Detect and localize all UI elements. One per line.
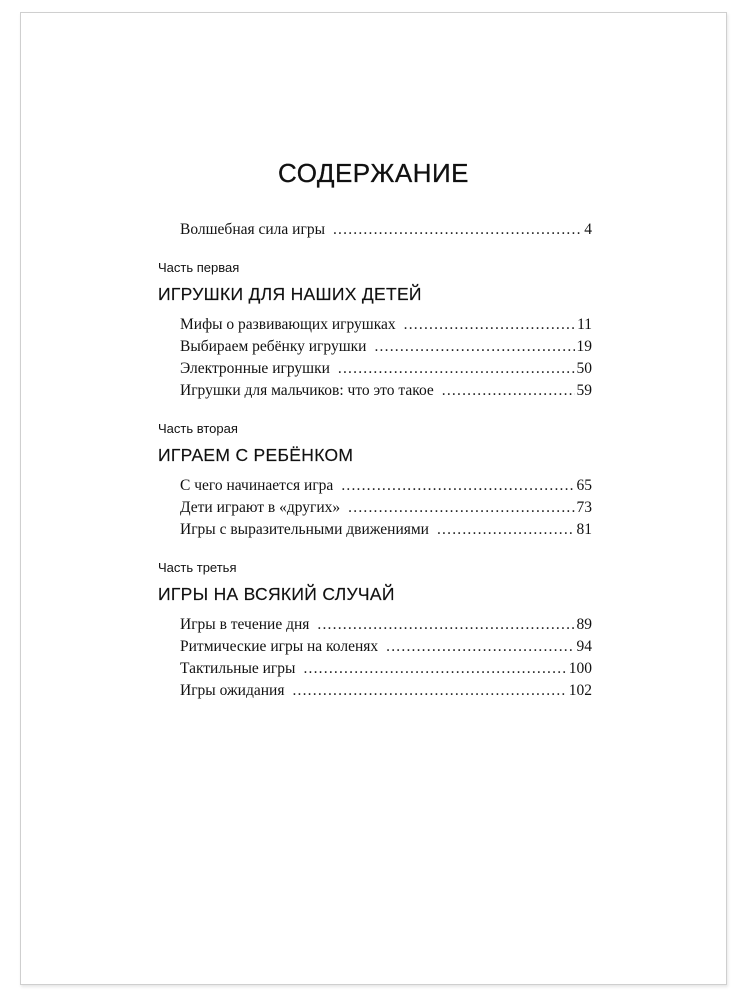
page-title: СОДЕРЖАНИЕ — [277, 158, 469, 188]
dot-leader — [341, 477, 574, 495]
table-of-contents — [158, 221, 592, 704]
dot-leader — [386, 638, 574, 656]
dot-leader — [292, 682, 566, 700]
toc-entry[interactable] — [180, 382, 592, 404]
toc-entry-label: Дети играют в «других» — [180, 499, 341, 516]
toc-entry-label: Ритмические игры на коленях — [180, 638, 379, 655]
toc-entry-page: 65 — [576, 477, 592, 494]
part-label-3: Часть третья — [158, 560, 237, 575]
dot-leader — [374, 338, 574, 356]
toc-entry-label: Электронные игрушки — [180, 360, 330, 377]
dot-leader — [442, 382, 575, 400]
part-title-3: ИГРЫ НА ВСЯКИЙ СЛУЧАЙ — [158, 584, 395, 604]
toc-entry[interactable] — [180, 660, 592, 682]
book-page — [20, 12, 727, 985]
toc-entry[interactable] — [180, 499, 592, 521]
toc-entry-label: Волшебная сила игры — [180, 221, 325, 238]
toc-entry[interactable] — [180, 638, 592, 660]
toc-entry-page: 19 — [576, 338, 592, 355]
dot-leader — [348, 499, 574, 517]
dot-leader — [333, 221, 582, 239]
part-title-2: ИГРАЕМ С РЕБЁНКОМ — [158, 445, 354, 465]
toc-entry-label: Игры с выразительными движениями — [180, 521, 429, 538]
toc-entry-label: Выбираем ребёнку игрушки — [180, 338, 367, 355]
toc-entry-page: 94 — [576, 638, 592, 655]
toc-entry[interactable] — [180, 477, 592, 499]
toc-entry[interactable] — [180, 521, 592, 543]
toc-entry-page: 100 — [568, 660, 592, 677]
part-label-2: Часть вторая — [158, 421, 238, 436]
toc-entry-label: Игры в течение дня — [180, 616, 310, 633]
toc-entry-label: Игры ожидания — [180, 682, 285, 699]
dot-leader — [404, 316, 575, 334]
toc-entry-label: Мифы о развивающих игрушках — [180, 316, 396, 333]
toc-entry-page: 4 — [584, 221, 592, 238]
toc-entry-label: С чего начинается игра — [180, 477, 334, 494]
dot-leader — [317, 616, 574, 634]
toc-entry-intro[interactable] — [180, 221, 592, 243]
toc-entry-page: 73 — [576, 499, 592, 516]
part-title-1: ИГРУШКИ ДЛЯ НАШИХ ДЕТЕЙ — [158, 284, 422, 304]
dot-leader — [437, 521, 575, 539]
toc-entry-page: 59 — [576, 382, 592, 399]
toc-entry[interactable] — [180, 616, 592, 638]
toc-entry-label: Игрушки для мальчиков: что это такое — [180, 382, 434, 399]
toc-entry[interactable] — [180, 360, 592, 382]
toc-entry-page: 11 — [577, 316, 592, 333]
toc-entry-page: 81 — [576, 521, 592, 538]
dot-leader — [338, 360, 575, 378]
toc-entry-page: 102 — [568, 682, 592, 699]
toc-entry[interactable] — [180, 682, 592, 704]
part-label-1: Часть первая — [158, 260, 240, 275]
toc-entry-page: 89 — [576, 616, 592, 633]
toc-entry[interactable] — [180, 316, 592, 338]
toc-entry[interactable] — [180, 338, 592, 360]
dot-leader — [303, 660, 566, 678]
toc-entry-page: 50 — [576, 360, 592, 377]
toc-entry-label: Тактильные игры — [180, 660, 296, 677]
